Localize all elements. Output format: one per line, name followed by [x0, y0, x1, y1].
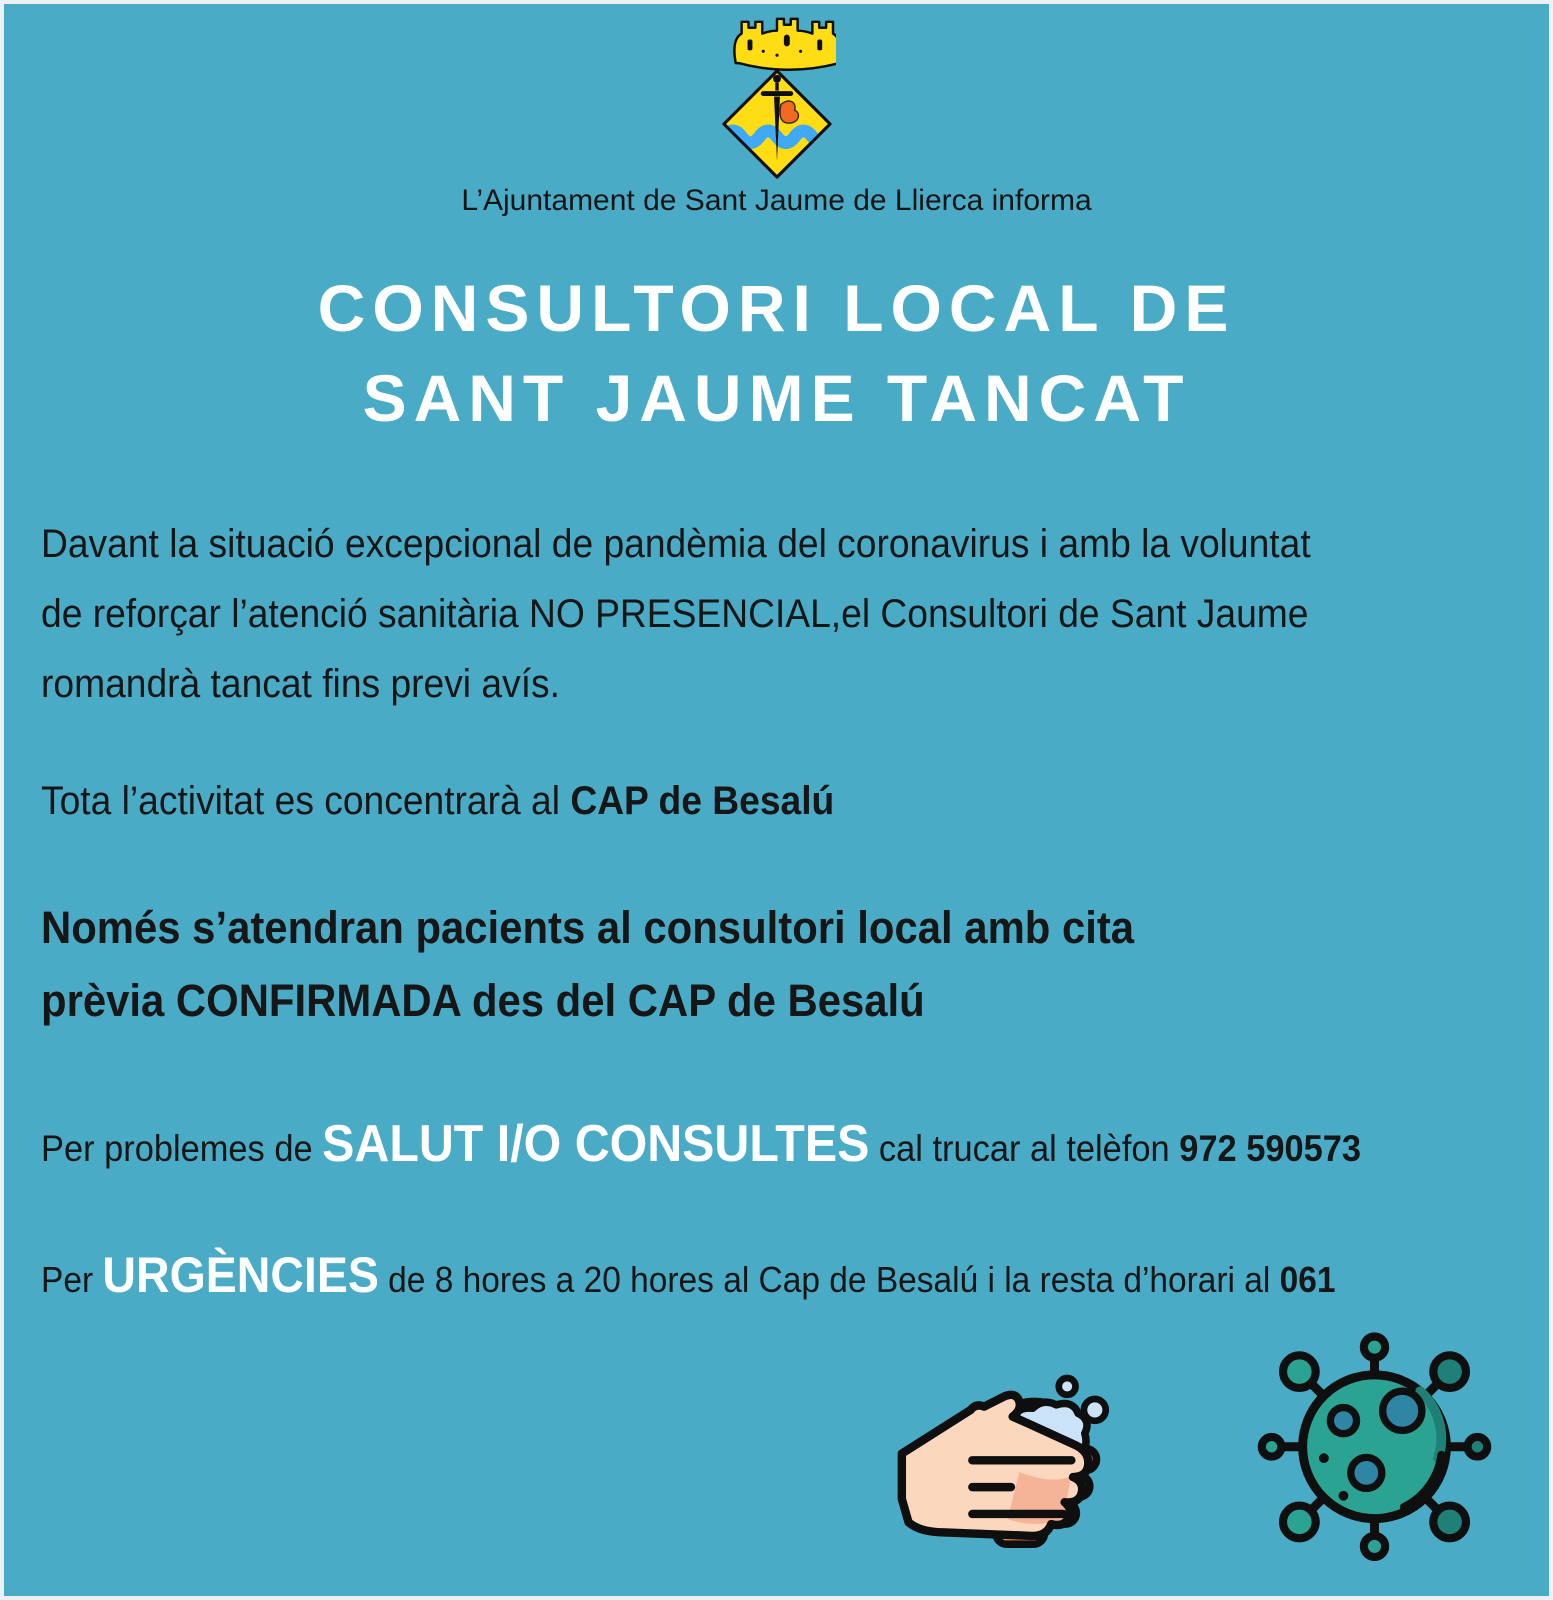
activity-line — [41, 773, 1409, 829]
health-middle: cal trucar al telèfon — [869, 1128, 1180, 1169]
soap-bubble — [1059, 1378, 1076, 1395]
org-line: L’Ajuntament de Sant Jaume de Llierca informa — [461, 184, 1092, 217]
poster-title — [41, 263, 1512, 443]
crown-brick-dot — [761, 50, 764, 53]
crown-window — [783, 35, 789, 47]
virus-spike-knob — [1433, 1355, 1466, 1388]
emergency-highlight: URGÈNCIES — [102, 1247, 379, 1304]
intro-line: de reforçar l’atenció sanitària NO PRESENCIAL,el Consultori de Sant Jaume — [41, 592, 1309, 636]
crown-window — [747, 40, 752, 51]
emergency-phone-number: 061 — [1279, 1259, 1336, 1301]
health-highlight: SALUT I/O CONSULTES — [322, 1115, 870, 1173]
title-line-2: SANT JAUME TANCAT — [362, 361, 1191, 435]
appointments-line: Només s’atendran pacients al consultori local amb cita — [41, 902, 1135, 953]
sant-jaume-coat-of-arms-icon — [718, 12, 836, 181]
emergency-prefix: Per — [41, 1259, 103, 1301]
emergency-middle: de 8 hores a 20 hores al Cap de Besalú i la resta d’horari al — [378, 1259, 1280, 1301]
footer-icons — [895, 1321, 1497, 1566]
virus-spike-knob — [1364, 1337, 1385, 1358]
title-line-1: CONSULTORI LOCAL DE — [317, 271, 1236, 345]
virus-spike-knob — [1364, 1536, 1385, 1557]
handwashing-icon — [895, 1373, 1147, 1566]
virus-spike-knob — [1262, 1437, 1282, 1457]
virus-dot — [1339, 1491, 1349, 1501]
virus-icon — [1252, 1321, 1497, 1566]
virus-spot — [1351, 1457, 1382, 1488]
crown-window — [817, 40, 822, 51]
virus-spike-knob — [1283, 1355, 1316, 1388]
virus-spot — [1383, 1391, 1422, 1430]
virus-spike-knob — [1433, 1506, 1466, 1539]
virus-spike-knob — [1468, 1437, 1488, 1457]
appointments-line: prèvia CONFIRMADA des del CAP de Besalú — [41, 975, 925, 1026]
appointments-paragraph — [41, 891, 1512, 1037]
health-prefix: Per problemes de — [41, 1128, 323, 1169]
virus-spike-knob — [1283, 1506, 1316, 1539]
crown-brick-dot — [799, 50, 802, 53]
soap-bubble — [1084, 1399, 1106, 1421]
health-phone-number: 972 590573 — [1179, 1128, 1362, 1169]
crown-brick-dot — [775, 54, 778, 57]
virus-spot — [1330, 1408, 1356, 1434]
intro-paragraph — [41, 509, 1512, 719]
health-line — [41, 1113, 1409, 1175]
intro-line: romandrà tancat fins previ avís. — [41, 662, 560, 706]
intro-line: Davant la situació excepcional de pandèmia del coronavirus i amb la voluntat — [41, 522, 1311, 566]
activity-text: Tota l’activitat es concentrarà al — [41, 779, 571, 823]
virus-dot — [1319, 1453, 1329, 1463]
emergency-line — [41, 1245, 1409, 1305]
activity-bold: CAP de Besalú — [570, 779, 835, 823]
